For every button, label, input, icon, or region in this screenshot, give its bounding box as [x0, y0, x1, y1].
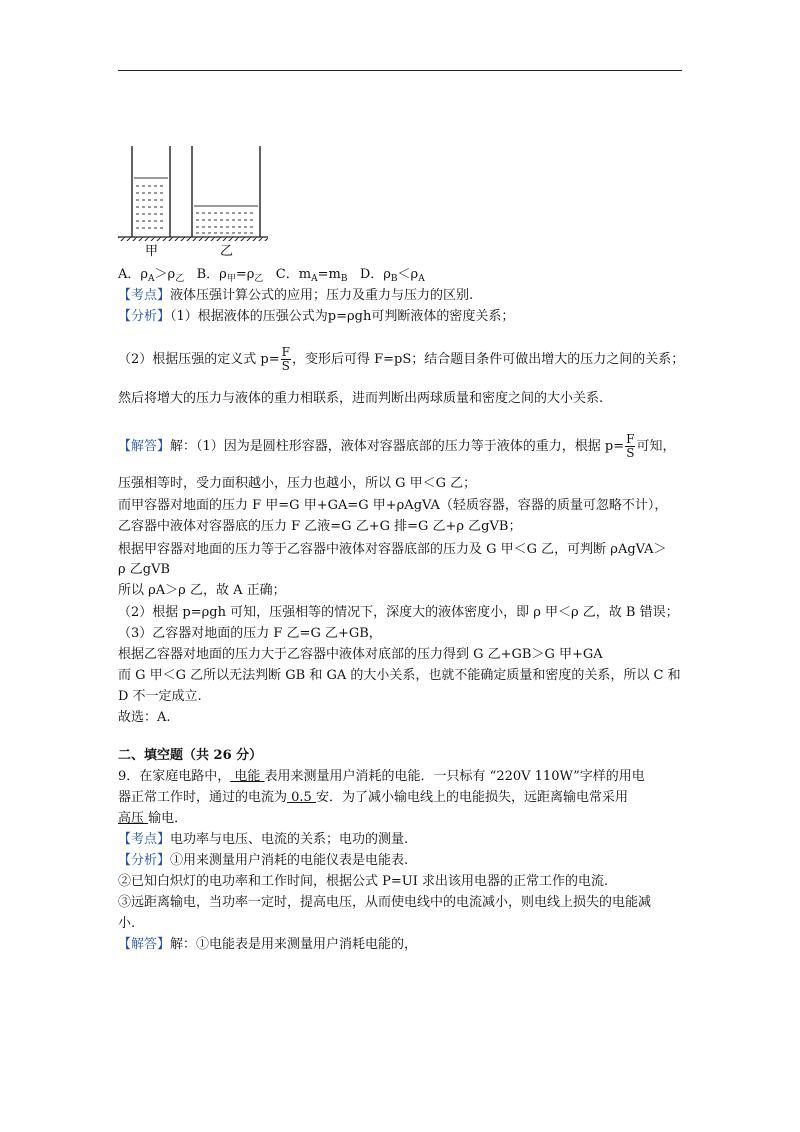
q9-fenxi-3: ③远距离输电，当功率一定时，提高电压，从而使电线中的电流减小，则电线上损失的电能减: [118, 895, 652, 910]
q9-line-1: 9．在家庭电路中， 电能 表用来测量用户消耗的电能．一只标有 “220V 110W”字样的用电: [118, 769, 645, 784]
liquid-left: [134, 178, 168, 228]
label-jia: 甲: [145, 243, 159, 258]
q9-line-2: 器正常工作时，通过的电流为 0.5 安．为了减小输电线上的电能损失，远距离输电常采用: [118, 790, 628, 805]
blank-3: 高压: [118, 811, 149, 826]
jieda-line-3: 而甲容器对地面的压力 F 甲=G 甲+GA=G 甲+ρAgVA（轻质容器，容器的质量可忽略不计），: [118, 498, 668, 513]
containers-figure: [118, 142, 268, 260]
label-yi: 乙: [220, 243, 234, 258]
jieda-line-9: （3）乙容器对地面的压力 F 乙=G 乙+GB，: [118, 626, 382, 641]
header-rule: [118, 70, 682, 71]
jieda-tag: 【解答】: [118, 439, 171, 454]
jieda-line-1: 【解答】解：（1）因为是圆柱形容器，液体对容器底部的压力等于液体的重力，根据 p= $\frac{F}{S}$ 可知，: [118, 432, 676, 460]
jieda-line-4: 乙容器中液体对容器底的压力 F 乙液=G 乙+G 排=G 乙+ρ 乙gVB；: [118, 519, 522, 534]
q9-fenxi-tag: 【分析】: [118, 853, 171, 868]
fenxi-line-2: （2）根据压强的定义式 p= $\frac{F}{S}$ ，变形后可得 F=pS；结合题目条件可做出增大的压力之间的关系；: [118, 345, 685, 373]
jieda-line-2: 压强相等时，受力面积越小，压力也越小，所以 G 甲＜G 乙；: [118, 476, 477, 491]
jieda-line-10: 根据乙容器对地面的压力大于乙容器中液体对底部的压力得到 G 乙+GB＞G 甲+GA: [118, 647, 603, 662]
q9-fenxi-2: ②已知白炽灯的电功率和工作时间，根据公式 P=UI 求出该用电器的正常工作的电流.: [118, 874, 609, 889]
jieda-line-13: 故选：A.: [118, 710, 171, 725]
fenxi-line-3: 然后将增大的压力与液体的重力相联系，进而判断出两球质量和密度之间的大小关系.: [118, 391, 604, 406]
jieda-line-8: （2）根据 p=ρgh 可知，压强相等的情况下，深度大的液体密度小，即 ρ 甲＜ρ 乙，故 B 错误；: [118, 605, 679, 620]
liquid-right: [194, 206, 258, 233]
section-heading: 二、填空题（共 26 分）: [118, 748, 263, 763]
jieda-line-5: 根据甲容器对地面的压力等于乙容器中液体对容器底部的压力及 G 甲＜G 乙，可判断 ρAgVA＞: [118, 542, 667, 557]
jieda-line-11: 而 G 甲＜G 乙所以无法判断 GB 和 GA 的大小关系，也就不能确定质量和密度的关系，所以 C 和: [118, 668, 681, 683]
q9-fenxi-1: 【分析】①用来测量用户消耗的电能仪表是电能表.: [118, 853, 409, 868]
fenxi-tag: 【分析】: [118, 309, 171, 324]
fenxi-line-1: 【分析】（1）根据液体的压强公式为p=ρgh可判断液体的密度关系；: [118, 309, 515, 324]
jieda-line-6: ρ 乙gVB: [118, 562, 171, 577]
q9-kaodian: 【考点】电功率与电压、电流的关系；电功的测量.: [118, 832, 409, 847]
jieda-line-12: D 不一定成立.: [118, 689, 202, 704]
blank-2: 0.5: [287, 790, 316, 805]
answer-options: A．$\rho_A>\rho_乙$ B．$\rho_甲=\rho_乙$ C．$m_A=m_B$ D．$\rho_B<\rho_A$: [118, 267, 425, 284]
fraction-f-over-s-2: $\frac{F}{S}$: [626, 432, 635, 460]
kaodian-line: 【考点】液体压强计算公式的应用；压力及重力与压力的区别.: [118, 288, 474, 303]
q9-jieda: 【解答】解：①电能表是用来测量用户消耗电能的，: [118, 937, 418, 952]
q9-jieda-tag: 【解答】: [118, 937, 171, 952]
blank-1: 电能: [230, 769, 265, 784]
kaodian-tag: 【考点】: [118, 288, 171, 303]
q9-fenxi-4: 小.: [118, 916, 136, 931]
fraction-f-over-s: $\frac{F}{S}$: [281, 345, 290, 373]
jieda-line-7: 所以 ρA＞ρ 乙，故 A 正确；: [118, 583, 286, 598]
q9-line-3: 高压 输电．: [118, 811, 188, 826]
q9-kaodian-tag: 【考点】: [118, 832, 171, 847]
